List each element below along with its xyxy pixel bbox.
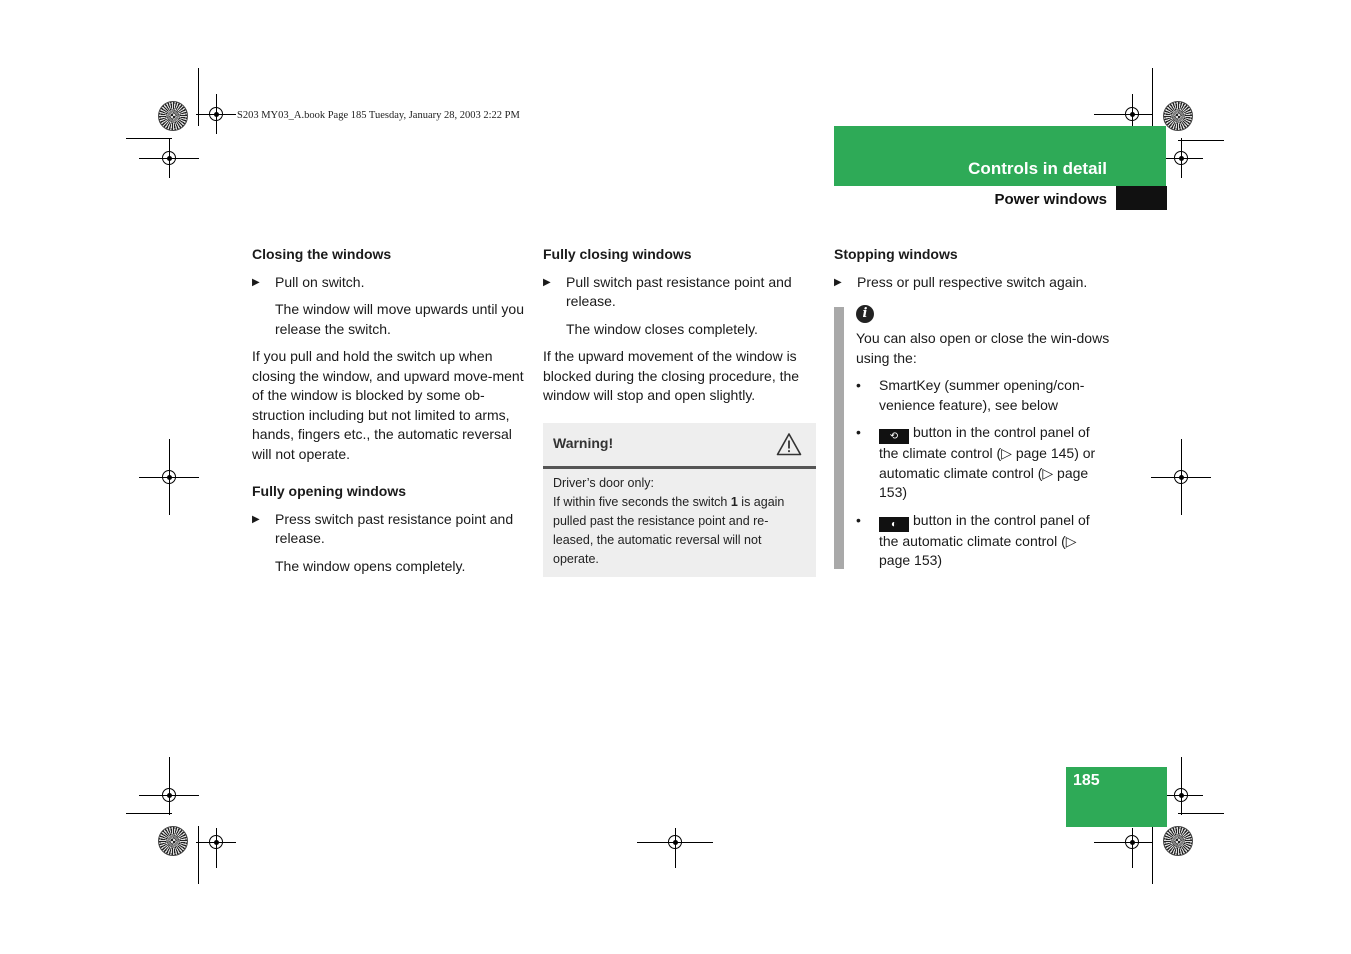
warning-box bbox=[543, 423, 816, 577]
warning-triangle-icon bbox=[776, 432, 802, 456]
note-intro: You can also open or close the win-dows using the: bbox=[856, 330, 1110, 366]
triangle-right-icon: ▶ bbox=[834, 276, 842, 288]
air-recirculation-button-icon: ◐ bbox=[879, 517, 909, 532]
info-note bbox=[856, 305, 1110, 571]
crop-line bbox=[1152, 68, 1153, 126]
registration-target-icon bbox=[158, 826, 188, 856]
heading-closing-windows: Closing the windows bbox=[252, 246, 392, 262]
crop-line bbox=[126, 138, 172, 139]
crop-mark-icon bbox=[169, 158, 170, 159]
crop-mark-icon bbox=[169, 795, 170, 796]
triangle-right-icon: ▶ bbox=[543, 276, 551, 288]
crop-mark-icon bbox=[1132, 114, 1133, 115]
crop-mark-icon bbox=[169, 477, 170, 478]
instruction-step: ▶ Pull on switch. bbox=[252, 273, 526, 293]
triangle-right-icon: ▶ bbox=[252, 276, 260, 288]
book-info: S203 MY03_A.book Page 185 Tuesday, January 28, 2003 2:22 PM bbox=[237, 110, 520, 121]
warning-line: Driver’s door only: bbox=[553, 475, 654, 490]
crop-line bbox=[198, 826, 199, 884]
warning-body bbox=[543, 469, 816, 577]
step-result: The window will move upwards until you release the switch. bbox=[275, 301, 524, 337]
list-item: • SmartKey (summer opening/con-venience feature), see below bbox=[856, 377, 1085, 413]
column-1 bbox=[252, 245, 526, 584]
triangle-right-icon: ▶ bbox=[252, 513, 260, 525]
heading-fully-closing-windows: Fully closing windows bbox=[543, 246, 692, 262]
info-icon: i bbox=[856, 305, 874, 323]
crop-line bbox=[198, 68, 199, 126]
heading-stopping-windows: Stopping windows bbox=[834, 246, 958, 262]
step-result: The window opens completely. bbox=[275, 557, 466, 574]
crop-mark-icon bbox=[216, 114, 217, 115]
list-item: • ⟲ button in the control panel of the climate control (▷ page 145) or automatic climate control (▷ page 153) bbox=[856, 424, 1096, 500]
subsection-title: Power windows bbox=[994, 191, 1107, 208]
instruction-step: ▶ Press switch past resistance point and release. bbox=[252, 510, 526, 549]
crop-line bbox=[1152, 826, 1153, 884]
warning-header bbox=[543, 423, 816, 469]
note-bar bbox=[834, 307, 844, 569]
crop-mark-icon bbox=[1181, 795, 1182, 796]
registration-target-icon bbox=[158, 101, 188, 131]
crop-mark-icon bbox=[216, 842, 217, 843]
crop-line bbox=[1178, 813, 1224, 814]
recirculation-button-icon: ⟲ bbox=[879, 429, 909, 444]
warning-text: If within five seconds the switch 1 is again pulled past the resistance point and re-leased, the automatic reversal will not operate. bbox=[553, 494, 785, 567]
body-paragraph: If the upward movement of the window is blocked during the closing procedure, the window will stop and open slightly. bbox=[543, 348, 800, 403]
crop-mark-icon bbox=[1181, 158, 1182, 159]
column-3 bbox=[834, 245, 1108, 300]
registration-target-icon bbox=[1163, 101, 1193, 131]
instruction-step: ▶ Pull switch past resistance point and release. bbox=[543, 273, 817, 312]
body-paragraph: If you pull and hold the switch up when closing the window, and upward move-ment of the window is blocked by some ob-struction including but not limited to arms, hands, fingers etc., the automatic reversal will not operate. bbox=[252, 348, 524, 462]
switch-number: 1 bbox=[730, 494, 738, 509]
registration-target-icon bbox=[1163, 826, 1193, 856]
section-title: Controls in detail bbox=[968, 159, 1107, 178]
crop-mark-icon bbox=[1132, 842, 1133, 843]
column-2 bbox=[543, 245, 817, 577]
crop-mark-icon bbox=[675, 842, 676, 843]
heading-fully-opening-windows: Fully opening windows bbox=[252, 483, 406, 499]
step-result: The window closes completely. bbox=[566, 320, 758, 337]
list-item: • ◐ button in the control panel of the automatic climate control (▷ page 153) bbox=[856, 511, 1090, 568]
warning-title: Warning! bbox=[553, 435, 614, 452]
crop-line bbox=[126, 813, 172, 814]
crop-mark-icon bbox=[1181, 477, 1182, 478]
crop-line bbox=[1178, 140, 1224, 141]
instruction-step: ▶ Press or pull respective switch again. bbox=[834, 273, 1108, 293]
page-number: 185 bbox=[1073, 772, 1100, 789]
subsection-marker bbox=[1116, 186, 1167, 210]
